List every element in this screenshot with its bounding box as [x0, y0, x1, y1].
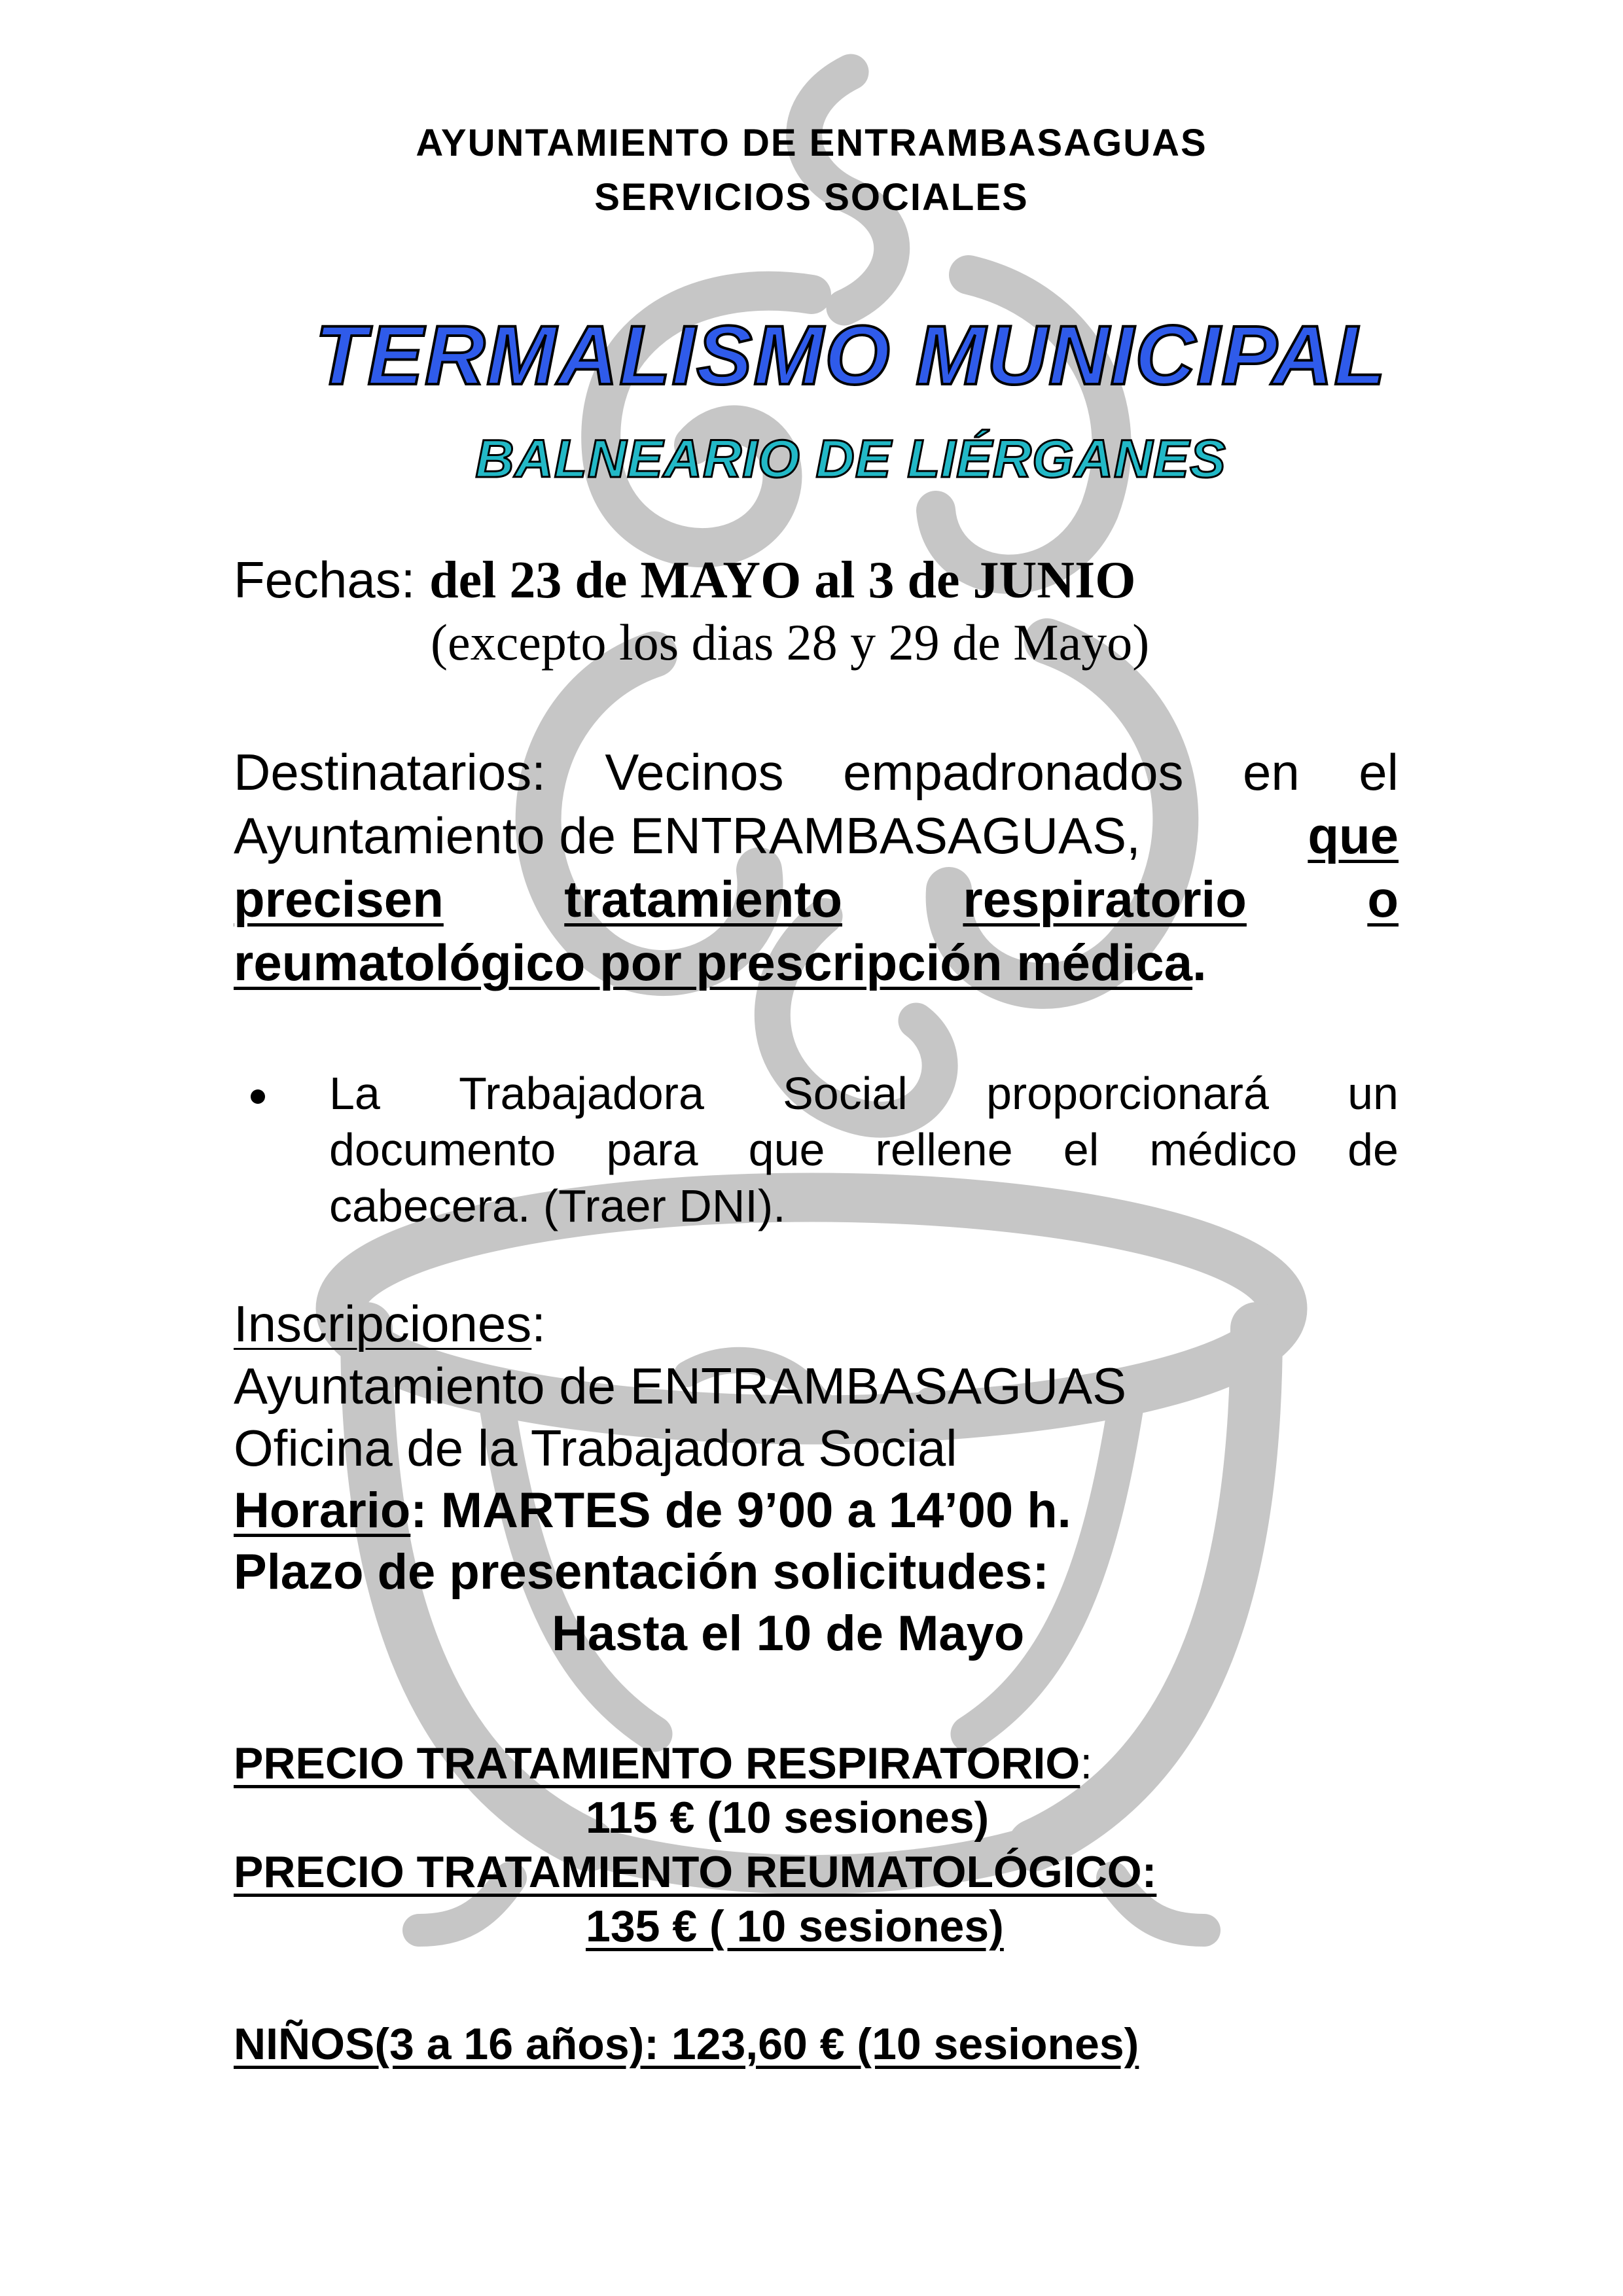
inscripciones-heading: [234, 1292, 546, 1356]
destinatarios-word: el: [1359, 743, 1399, 801]
fechas-note: (excepto los dias 28 y 29 de Mayo): [431, 614, 1150, 671]
destinatarios-line-3: [234, 868, 1399, 931]
inscripciones-colon: :: [531, 1295, 546, 1352]
destinatarios-word: Vecinos: [605, 743, 784, 801]
destinatarios-word: en: [1243, 743, 1300, 801]
header-department: SERVICIOS SOCIALES: [594, 176, 1029, 219]
bullet-word: proporcionará: [986, 1068, 1269, 1119]
precio-respiratorio-label-line: [234, 1738, 1092, 1789]
bullet-word: de: [1347, 1124, 1399, 1175]
bullet-word: un: [1347, 1068, 1399, 1119]
destinatarios-word: empadronados: [843, 743, 1184, 801]
plazo-value: Hasta el 10 de Mayo: [552, 1606, 1025, 1661]
plazo-label: Plazo de presentación solicitudes:: [234, 1544, 1049, 1600]
precio-respiratorio-label: PRECIO TRATAMIENTO RESPIRATORIO: [234, 1739, 1080, 1788]
precio-reumatologico-label: PRECIO TRATAMIENTO REUMATOLÓGICO:: [234, 1847, 1157, 1897]
destinatarios-emphasis: que: [1308, 807, 1399, 864]
bullet-word: médico: [1149, 1124, 1297, 1175]
destinatarios-line-1: [234, 741, 1399, 804]
bullet-word: Trabajadora: [459, 1068, 704, 1119]
fechas-value: del 23 de MAYO al 3 de JUNIO: [429, 552, 1136, 609]
destinatarios-line-2: [234, 804, 1399, 868]
destinatarios-line-4: [234, 931, 1207, 995]
destinatarios-emphasis: reumatológico por prescripción médica: [234, 934, 1193, 991]
bullet-icon: [251, 1089, 265, 1104]
destinatarios-period: .: [1192, 934, 1207, 991]
destinatarios-text: Ayuntamiento de ENTRAMBASAGUAS,: [234, 807, 1141, 864]
destinatarios-emphasis: precisen: [234, 870, 444, 928]
bullet-word: La: [329, 1068, 380, 1119]
bullet-word: que: [748, 1124, 825, 1175]
fechas-label: Fechas:: [234, 551, 430, 609]
fechas-line: [234, 548, 1135, 612]
inscripciones-office: Oficina de la Trabajadora Social: [234, 1419, 957, 1477]
bullet-word: para: [606, 1124, 698, 1175]
bullet-line-2: [329, 1122, 1399, 1178]
bullet-word: Social: [783, 1068, 908, 1119]
horario-value: : MARTES de 9’00 a 14’00 h.: [410, 1483, 1071, 1538]
destinatarios-emphasis: o: [1367, 870, 1399, 928]
bullet-line-1: [329, 1065, 1399, 1122]
bullet-word: el: [1063, 1124, 1099, 1175]
page-subtitle: BALNEARIO DE LIÉRGANES: [475, 429, 1226, 489]
header-municipality: AYUNTAMIENTO DE ENTRAMBASAGUAS: [416, 122, 1207, 164]
precio-respiratorio-value: 115 € (10 sesiones): [586, 1793, 990, 1843]
bullet-word: documento: [329, 1124, 556, 1175]
precio-ninos: NIÑOS(3 a 16 años): 123,60 € (10 sesiones): [234, 2019, 1139, 2069]
precio-respiratorio-colon: :: [1080, 1739, 1093, 1788]
horario-line: [234, 1481, 1071, 1541]
page-title: TERMALISMO MUNICIPAL: [315, 309, 1387, 402]
inscripciones-label: Inscripciones: [234, 1295, 532, 1352]
destinatarios-emphasis: respiratorio: [963, 870, 1247, 928]
bullet-word: rellene: [875, 1124, 1013, 1175]
inscripciones-place: Ayuntamiento de ENTRAMBASAGUAS: [234, 1357, 1127, 1415]
bullet-line-3: cabecera. (Traer DNI).: [329, 1180, 786, 1231]
horario-label: Horario: [234, 1483, 411, 1538]
precio-reumatologico-value: 135 € ( 10 sesiones): [586, 1901, 1004, 1951]
destinatarios-label: Destinatarios:: [234, 743, 546, 801]
destinatarios-emphasis: tratamiento: [564, 870, 842, 928]
